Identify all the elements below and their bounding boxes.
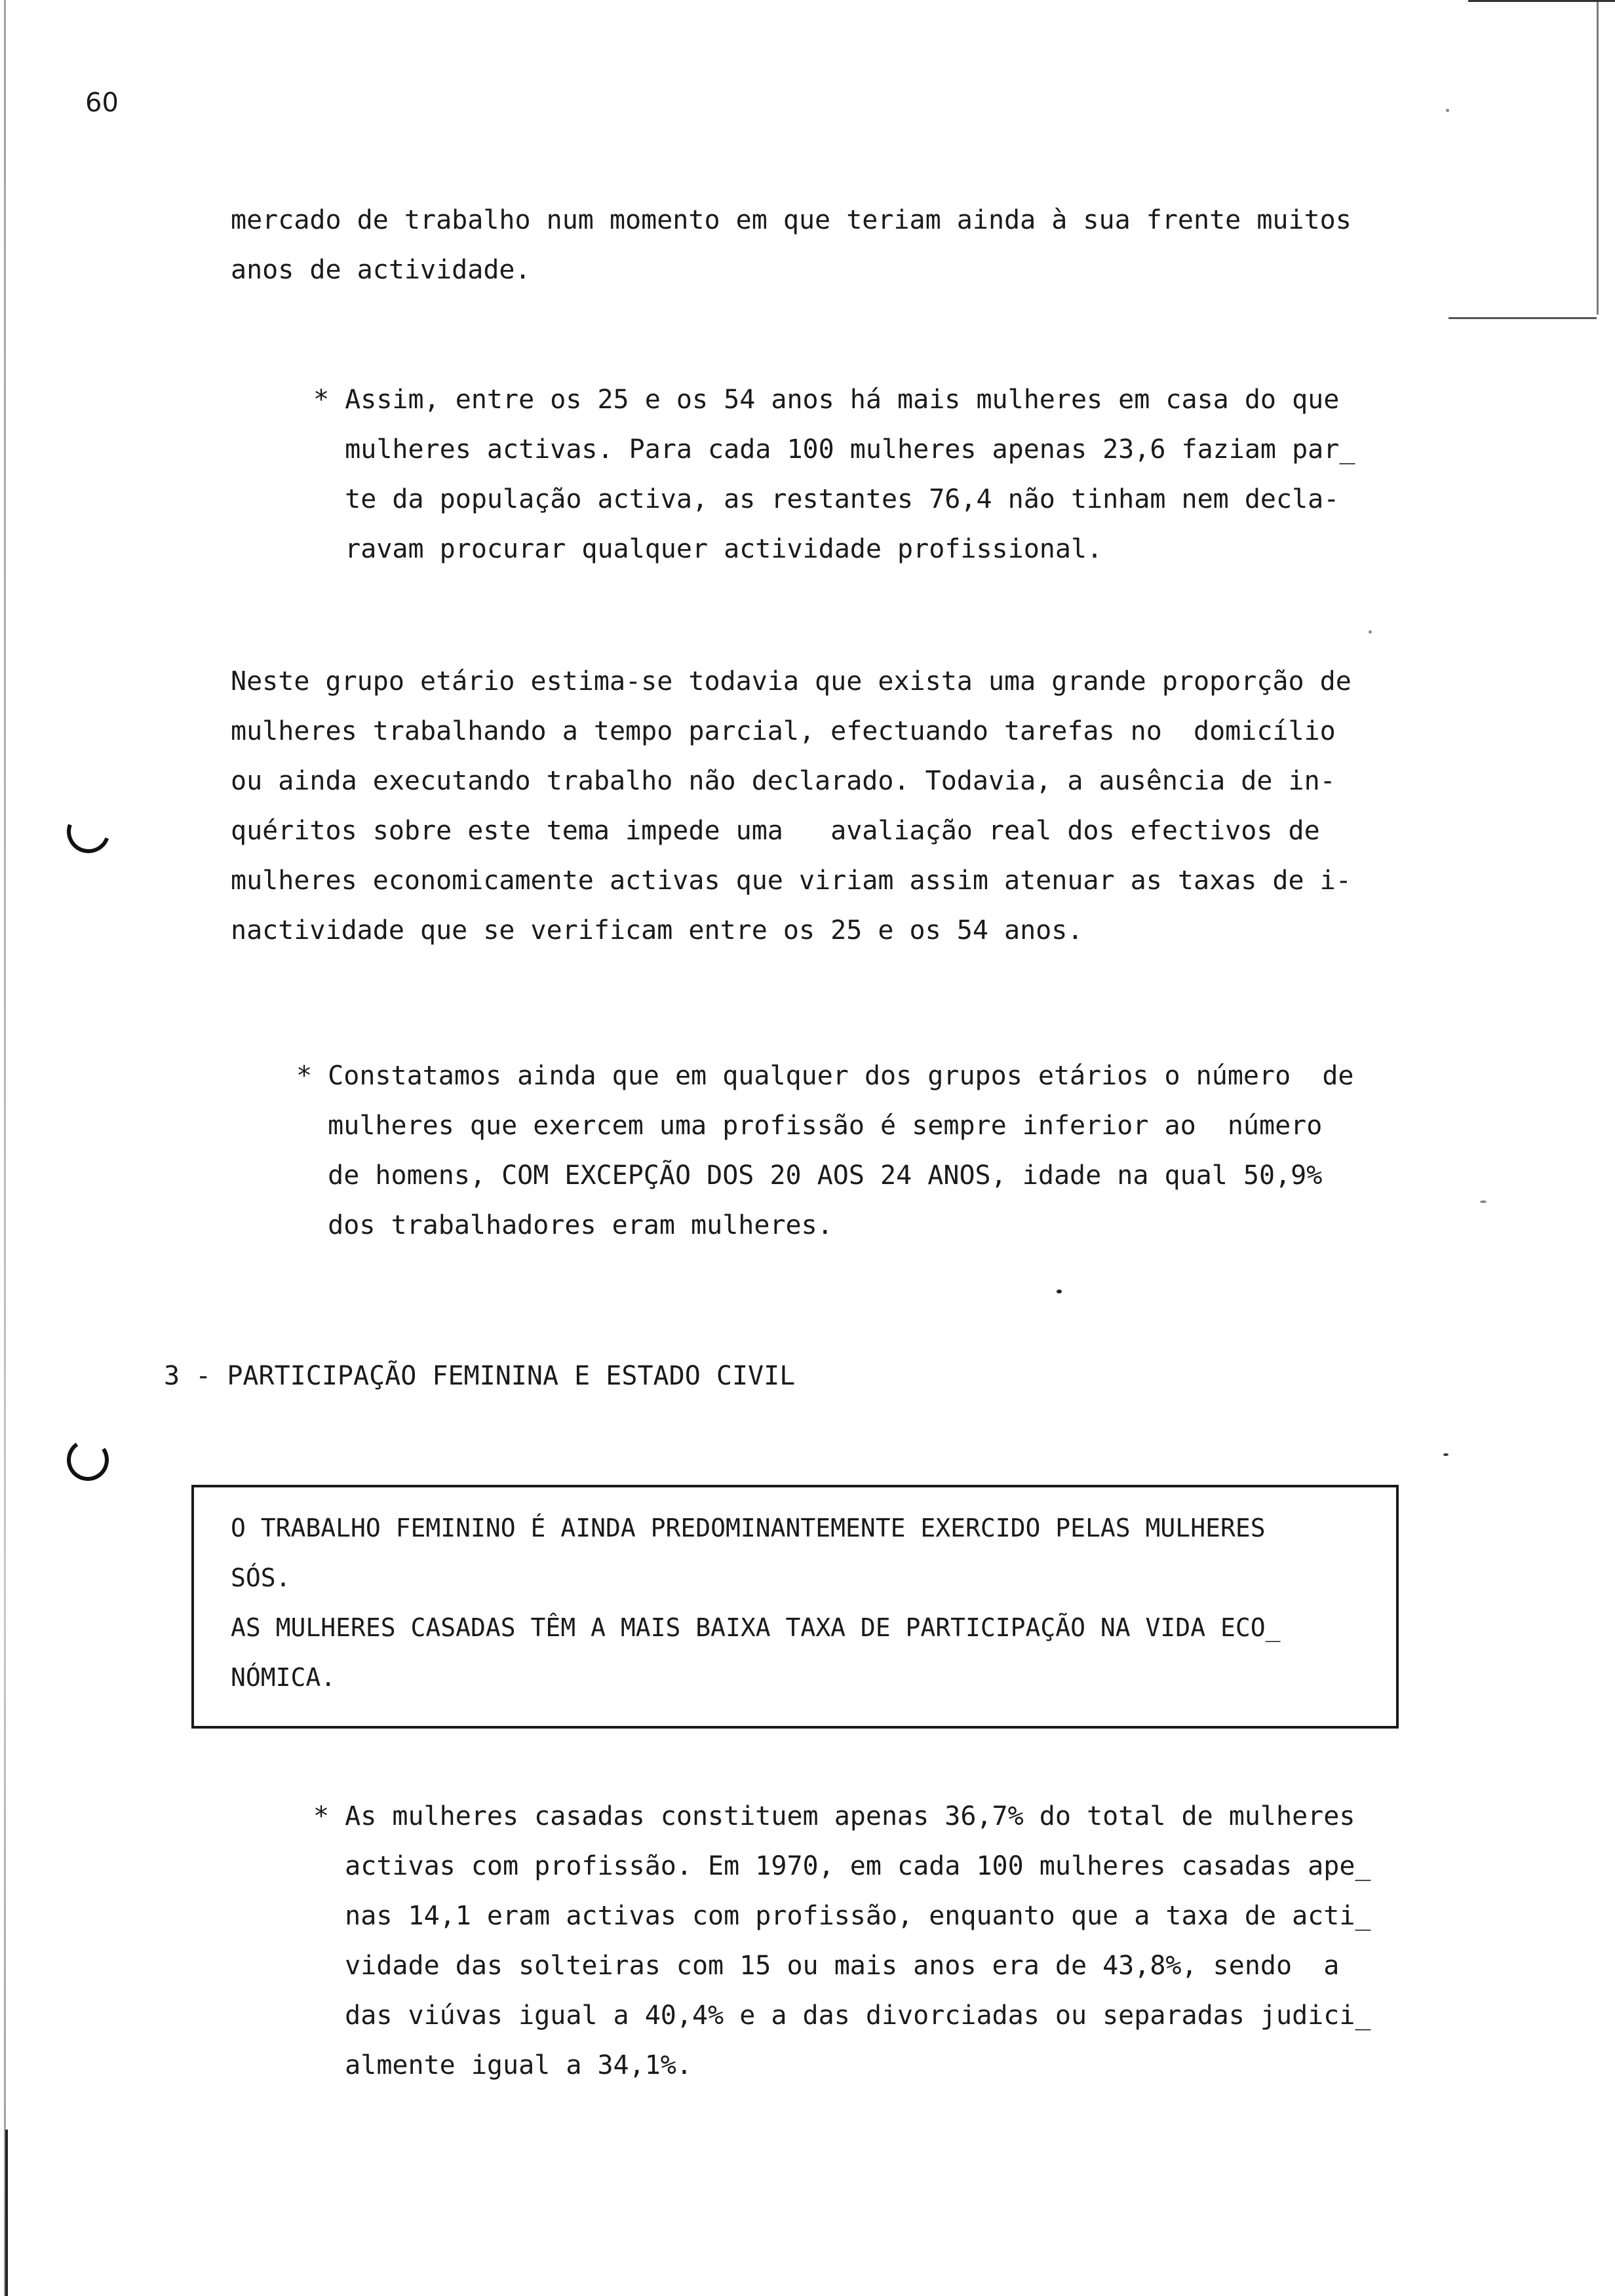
scan-edge-right	[1597, 0, 1599, 315]
section-heading: 3 - PARTICIPAÇÃO FEMININA E ESTADO CIVIL	[164, 1361, 796, 1391]
scan-speck	[1446, 109, 1449, 112]
paragraph-continuation: mercado de trabalho num momento em que teriam ainda à sua frente muitos anos de actividade.	[231, 205, 1352, 285]
scan-edge-left	[4, 0, 6, 2296]
scan-speck	[1057, 1290, 1062, 1293]
paragraph-age-group: Neste grupo etário estima-se todavia que exista uma grande proporção de mulheres trabalhando a tempo parcial, efectuando tarefas no domicílio ou ainda executando trabalho não declarado. Todavia, a ausência de in- quéritos sobre este tema impede uma avaliação real dos efectivos de mulheres economicamente activas que viriam assim atenuar as taxas de i- nactividade que se verificam entre os 25 e os 54 anos.	[231, 666, 1352, 946]
bullet-point-3: * As mulheres casadas constituem apenas 36,7% do total de mulheres activas com profissão. Em 1970, em cada 100 mulheres casadas ape_ nas 14,1 eram activas com profissão, enquanto que a taxa de acti_ vidade das solteiras com 15 ou mais anos era de 43,8%, sendo a das viúvas igual a 40,4% e a das divorciadas ou separadas judici_ almente igual a 34,1%.	[313, 1801, 1371, 2080]
page-number: 60	[85, 88, 119, 118]
scan-mark-right	[1449, 317, 1597, 319]
punch-hole-mark-upper	[60, 803, 117, 860]
scan-edge-top-right	[1468, 0, 1615, 2]
bullet-point-1: * Assim, entre os 25 e os 54 anos há mais mulheres em casa do que mulheres activas. Para cada 100 mulheres apenas 23,6 faziam par_ te da população activa, as restantes 76,4 não tinham nem decla- ravam procurar qualquer actividade profissional.	[313, 385, 1355, 564]
scan-speck	[1369, 630, 1372, 634]
punch-hole-mark-lower	[64, 1436, 112, 1484]
bullet-point-2: * Constatamos ainda que em qualquer dos grupos etários o número de mulheres que exercem uma profissão é sempre inferior ao número de homens, COM EXCEPÇÃO DOS 20 AOS 24 ANOS, idade na qual 50,9% dos trabalhadores eram mulheres.	[296, 1061, 1354, 1240]
scan-speck	[1480, 1200, 1487, 1203]
summary-box	[191, 1485, 1399, 1729]
summary-box-text: O TRABALHO FEMININO É AINDA PREDOMINANTEMENTE EXERCIDO PELAS MULHERES SÓS. AS MULHERES CASADAS TÊM A MAIS BAIXA TAXA DE PARTICIPAÇÃO NA VIDA ECO_ NÓMICA.	[231, 1514, 1281, 1692]
scan-edge-left-bottom	[5, 2130, 8, 2296]
scan-speck	[1443, 1453, 1449, 1456]
